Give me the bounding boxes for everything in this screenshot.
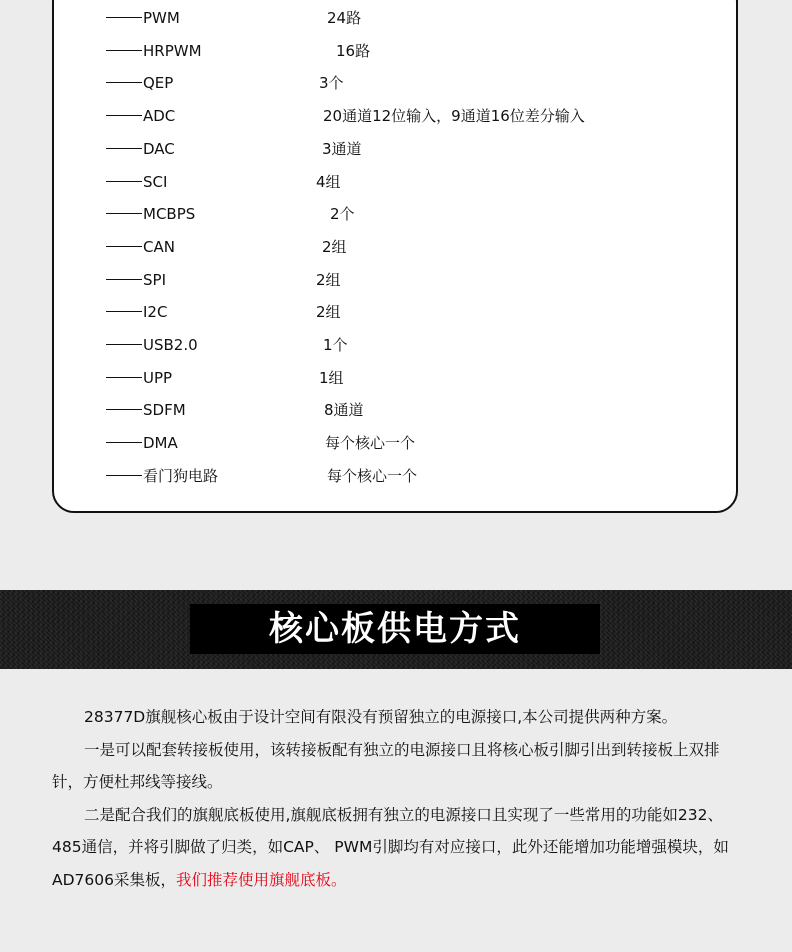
- spec-dash: [106, 181, 142, 182]
- description-paragraph-1: 28377D旗舰核心板由于设计空间有限没有预留独立的电源接口,本公司提供两种方案。: [84, 708, 678, 726]
- spec-row: [106, 431, 416, 455]
- spec-value: 每个核心一个: [325, 434, 416, 453]
- spec-value: 1组: [319, 368, 344, 387]
- spec-dash: [106, 115, 142, 116]
- spec-row: [106, 71, 344, 95]
- spec-dash: [106, 148, 142, 149]
- spec-row: [106, 333, 348, 357]
- spec-row: [106, 104, 585, 128]
- spec-row: [106, 268, 341, 292]
- spec-dash: [106, 442, 142, 443]
- spec-name: SDFM: [143, 401, 186, 420]
- spec-name: SPI: [143, 270, 166, 289]
- spec-value: 20通道12位输入，9通道16位差分输入: [323, 107, 585, 126]
- spec-dash: [106, 377, 142, 378]
- description-paragraph-3-text: 二是配合我们的旗舰底板使用,旗舰底板拥有独立的电源接口且实现了一些常用的功能如232、485通信，并将引脚做了归类，如CAP、 PWM引脚均有对应接口，此外还能增加功能增强模块，如AD7606采集板，: [52, 805, 729, 889]
- spec-name: I2C: [143, 303, 168, 322]
- spec-dash: [106, 246, 142, 247]
- spec-dash: [106, 279, 142, 280]
- spec-value: 1个: [323, 336, 348, 354]
- spec-dash: [106, 50, 142, 51]
- banner-title: 核心板供电方式: [269, 609, 521, 649]
- spec-value: 3通道: [322, 139, 362, 158]
- spec-name: ADC: [143, 107, 176, 126]
- spec-row: [106, 137, 362, 161]
- section-banner: [0, 590, 792, 669]
- spec-value: 16路: [336, 41, 371, 60]
- banner-title-box: [190, 604, 600, 654]
- spec-row: [106, 464, 418, 488]
- spec-name: MCBPS: [143, 205, 196, 224]
- spec-value: 3个: [319, 74, 344, 93]
- spec-name: DMA: [143, 434, 178, 453]
- spec-dash: [106, 344, 142, 345]
- spec-name: SCI: [143, 172, 168, 191]
- spec-row: [106, 366, 344, 390]
- spec-dash: [106, 17, 142, 18]
- spec-dash: [106, 409, 142, 410]
- spec-name: CAN: [143, 237, 175, 256]
- spec-value: 2组: [316, 303, 341, 322]
- recommendation-highlight: 我们推荐使用旗舰底板。: [176, 870, 347, 889]
- spec-name: 看门狗电路: [143, 466, 219, 485]
- spec-row: [106, 170, 341, 194]
- spec-dash: [106, 475, 142, 476]
- spec-value: 8通道: [324, 401, 364, 420]
- spec-name: QEP: [143, 74, 174, 93]
- spec-name: USB2.0: [143, 336, 198, 354]
- spec-value: 4组: [316, 172, 341, 191]
- description: [52, 701, 748, 896]
- spec-name: HRPWM: [143, 41, 202, 60]
- spec-name: DAC: [143, 139, 175, 158]
- spec-row: [106, 202, 355, 226]
- spec-value: 24路: [327, 9, 362, 27]
- spec-row: [106, 300, 341, 324]
- spec-row: [106, 6, 362, 30]
- spec-row: [106, 235, 347, 259]
- spec-value: 2个: [330, 205, 355, 224]
- spec-name: PWM: [143, 9, 180, 27]
- spec-value: 2组: [316, 270, 341, 289]
- description-paragraph-2: 一是可以配套转接板使用，该转接板配有独立的电源接口且将核心板引脚引出到转接板上双排针，方便杜邦线等接线。: [52, 740, 720, 791]
- spec-row: [106, 39, 371, 63]
- spec-value: 2组: [322, 237, 347, 256]
- description-paragraph-3: [52, 799, 748, 897]
- spec-name: UPP: [143, 368, 173, 387]
- spec-dash: [106, 213, 142, 214]
- spec-value: 每个核心一个: [327, 466, 418, 485]
- spec-row: [106, 398, 364, 422]
- spec-dash: [106, 82, 142, 83]
- spec-dash: [106, 311, 142, 312]
